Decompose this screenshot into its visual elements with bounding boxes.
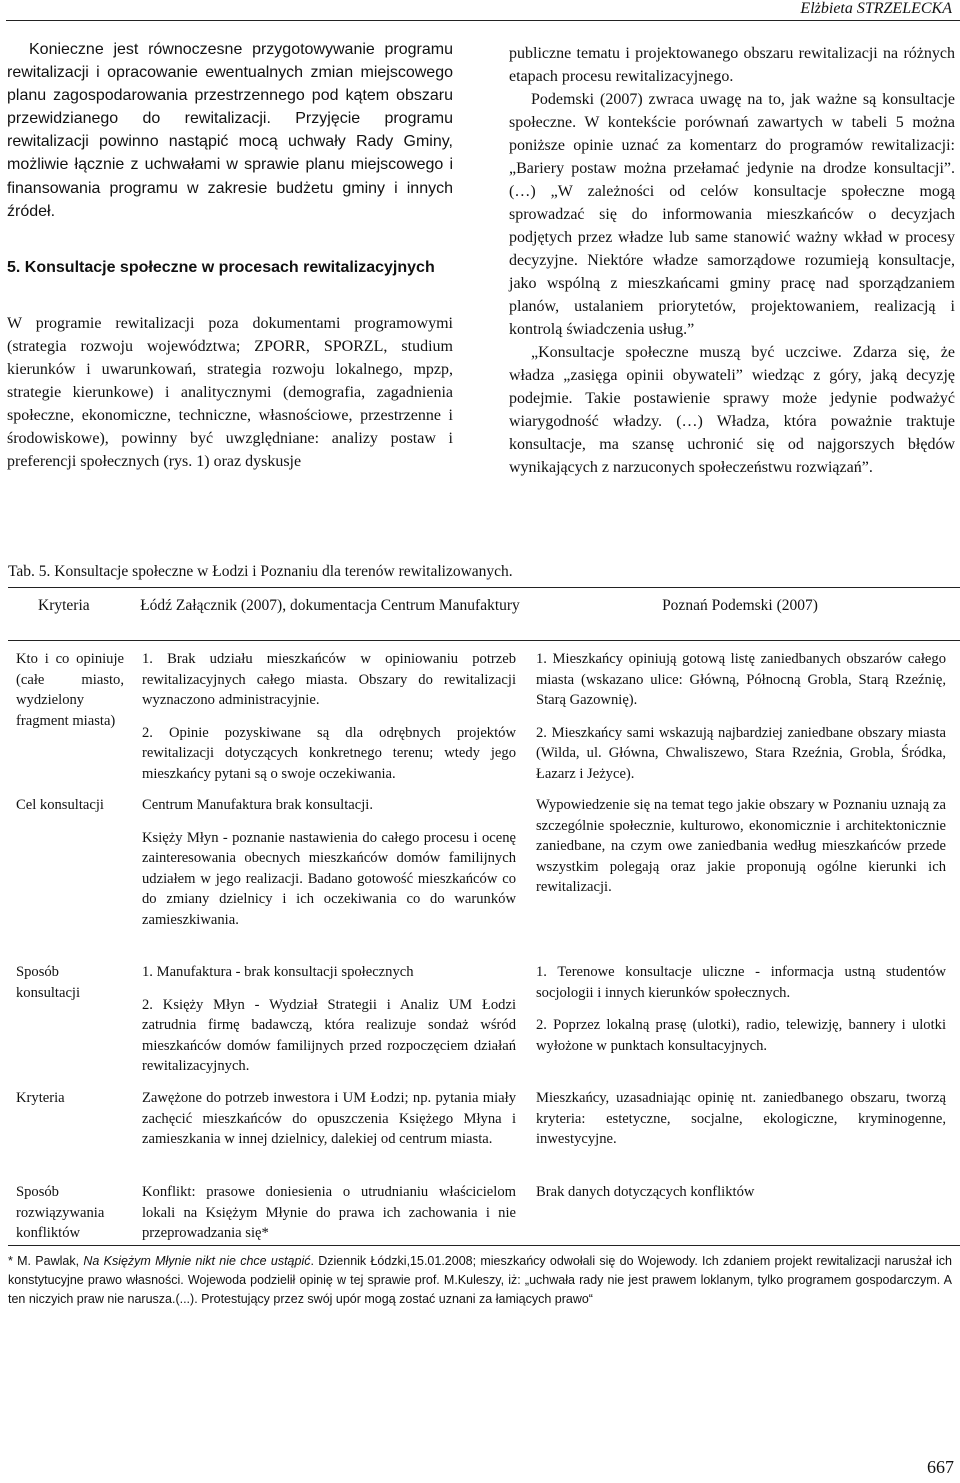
right-paragraph-1: publiczne tematu i projektowanego obszaru rewitalizacji na różnych etapach procesu rewitalizacyjnego. [509,45,955,85]
table-cell-text: 1. Terenowe konsultacje uliczne - informacja ustną studentów socjologii i innych kierunków społecznych. [536,964,946,1001]
table-row-3-lodz [142,962,516,1077]
table-row-1-criteria: Kto i co opiniuje (całe miasto, wydzielony fragment miasta) [16,651,124,729]
footnote-lead: * M. Pawlak, [8,1254,84,1268]
table-header-criteria: Kryteria [38,597,90,614]
table-cell-text: 2. Księży Młyn - Wydział Strategii i Analiz UM Łodzi zatrudnia firmę badawczą, która realizuje sondaż wśród mieszkańców domów familijnych przed rozpoczęciem działań rewitalizacyjnych. [142,996,516,1074]
table-cell-text: 2. Opinie pozyskiwane są dla odrębnych projektów rewitalizacji dotyczących konkretnego terenu; wtedy jego mieszkańcy pytani są o swoje oczekiwania. [142,724,516,782]
table-header-rule [8,640,960,641]
table-row-3-poznan [536,962,946,1056]
table-cell-text: 2. Mieszkańcy sami wskazują najbardziej zaniedbane obszary miasta (Wilda, ul. Główna, Chwaliszewo, Stara Rzeźnia, Grobla, Śródka, Łazarz i Jeżyce). [536,724,946,782]
table-header-lodz: Łódź Załącznik (2007), dokumentacja Centrum Manufaktury [140,597,520,614]
table-row-1-lodz [142,649,516,784]
table-caption: Tab. 5. Konsultacje społeczne w Łodzi i Poznaniu dla terenów rewitalizowanych. [8,563,513,580]
right-paragraph-2: Podemski (2007) zwraca uwagę na to, jak ważne są konsultacje społeczne. W kontekście porównań zawartych w tabeli 5 można poniższe opinie uznać za komentarz do programów rewitalizacji: „Bariery postaw można przełamać jedynie na drodze konsultacji”. (…) „W zależności od celów konsultacje społeczne mogą sprowadzać się do informowania mieszkańców o decyzjach podjętych przez władze lub same stanowić ważny wkład w procesy decyzyjne. Niektóre władze samorządowe rozumieją konsultacje, jako wspólną z mieszkańcami gminy pracę nad sporządzaniem planów, ustalaniem priorytetów, projektowaniem, realizacją i kontrolą świadczenia usług.” [509,91,955,338]
footnote-text: . Dziennik Łódzki,15.01.2008; mieszkańcy odwołali się do Wojewody. Ich zdaniem projekt rewitalizacji narusżał ich konstytucyjne prawo własności. Wojewoda podzielił opinię w tej sprawie prof. M.Kuleszy, iż: „uchwała rady nie jest prawem loklanym, tylko programem gospodarczym. A ten niczyich praw nie narusza.(...). Protestujący przez swój upór mogą zostać uznani za łamiących prawo“ [8,1254,953,1306]
table-header-poznan: Poznań Podemski (2007) [662,597,818,614]
section-heading: 5. Konsultacje społeczne w procesach rewitalizacyjnych [7,258,435,276]
table-row-5-criteria: Sposób rozwiązywania konfliktów [16,1184,105,1241]
table-top-rule [8,587,960,588]
running-header-author: Elżbieta STRZELECKA [800,0,952,17]
table-cell-text: Centrum Manufaktura brak konsultacji. [142,797,374,813]
table-row-5-poznan [536,1182,946,1203]
table-row-4-criteria: Kryteria [16,1090,65,1106]
table-cell-text: Wypowiedzenie się na temat tego jakie obszary w Poznaniu uznają za szczególnie społecznie, kulturowo, ekonomicznie i architektonicznie zaniedbane, na czym owe zaniedbania według mieszkańców przede wszystkim polegają oraz jakie proponują ogólne kierunki ich rewitalizacji. [536,797,946,895]
table-cell-text: 1. Manufaktura - brak konsultacji społecznych [142,964,414,980]
table-bottom-rule [8,1245,960,1246]
table-cell-text: Mieszkańcy, uzasadniając opinię nt. zaniedbanego obszaru, tworzą kryteria: estetyczne, socjalne, ekologiczne, kryminogenne, inwestycyjne. [536,1090,946,1147]
table-row-4-poznan [536,1088,946,1150]
table-cell-text: Brak danych dotyczących konfliktów [536,1184,755,1200]
left-paragraph-1: Konieczne jest równoczesne przygotowywanie programu rewitalizacji i opracowanie ewentualnych zmian miejscowego planu zagospodarowania przestrzennego pod kątem obszaru przewidzianego do rewitalizacji. Przyjęcie programu rewitalizacji powinno nastąpić mocą uchwały Rady Gminy, możliwie łącznie z uchwałami w sprawie planu miejscowego i finansowania programu w zakresie budżetu gminy i innych źródeł. [7,41,453,220]
page-number: 667 [927,1457,954,1477]
left-column [7,38,453,473]
footnote [8,1252,952,1309]
table-row-3-criteria: Sposób konsultacji [16,964,81,1001]
table-row-4-lodz [142,1088,516,1150]
right-paragraph-3: „Konsultacje społeczne muszą być uczciwe. Zdarza się, że władza „zasięga opinii obywateli” wiedząc z góry, jaką decyzję podejmie. Takie postawienie sprawy może jedynie podważyć wiarygodność władzy. (…) Władza, która poważnie traktuje konsultacje, ma szansę uchronić się od najgorszych błędów wynikających z narzuconych społeczeństwu rozwiązań”. [509,344,955,476]
table-row-2-lodz [142,795,516,930]
table-cell-text: Zawężone do potrzeb inwestora i UM Łodzi; np. pytania miały zachęcić mieszkańców do opuszczenia Księżego Młyna i zamieszkania w innej dzielnicy, dalekiej od centrum miasta. [142,1090,516,1147]
table-cell-text: 1. Mieszkańcy opiniują gotową listę zaniedbanych obszarów całego miasta (wskazano ulice: Główną, Północną Grobla, Starą Rzeźnię, Starą Gazownię). [536,651,946,708]
table-row-5-lodz [142,1182,516,1244]
right-column [509,42,955,479]
table-row-2-poznan [536,795,946,898]
header-rule [6,20,960,21]
footnote-article-title: Na Księżym Młynie nikt nie chce ustąpić [83,1254,311,1268]
table-row-1-poznan [536,649,946,784]
table-cell-text: Księży Młyn - poznanie nastawienia do całego procesu i ocenę zainteresowania obecnych mieszkańców domów familijnych udziałem w jego realizacji. Badano gotowość mieszkańców co do zmiany dzielnicy i ich oczekiwania co do warunków zamieszkiwania. [142,829,516,928]
left-paragraph-2: W programie rewitalizacji poza dokumentami programowymi (strategia rozwoju województwa; ZPORR, SPORZL, studium kierunków i uwarunkowań, strategia rozwoju lokalnego, mpzp, strategie kierunkowe) i analitycznymi (demografia, zagadnienia społeczne, ekonomiczne, techniczne, własnościowe, przestrzenne i środowiskowe), powinny być uwzględniane: analizy postaw i preferencji społecznych (rys. 1) oraz dyskusje [7,314,453,470]
table-row-2-criteria: Cel konsultacji [16,797,104,813]
table-cell-text: 1. Brak udziału mieszkańców w opiniowaniu potrzeb rewitalizacyjnych całego miasta. Obszary do rewitalizacji wyznaczono administracyjnie. [142,651,516,708]
table-cell-text: Konflikt: prasowe doniesienia o utrudnianiu właścicielom lokali na Księżym Młynie do prawa ich zachowania i nie przeprowadzania się* [142,1184,516,1241]
table-cell-text: 2. Poprzez lokalną prasę (ulotki), radio, telewizję, bannery i ulotki wyłożone w punktach konsultacyjnych. [536,1017,946,1054]
